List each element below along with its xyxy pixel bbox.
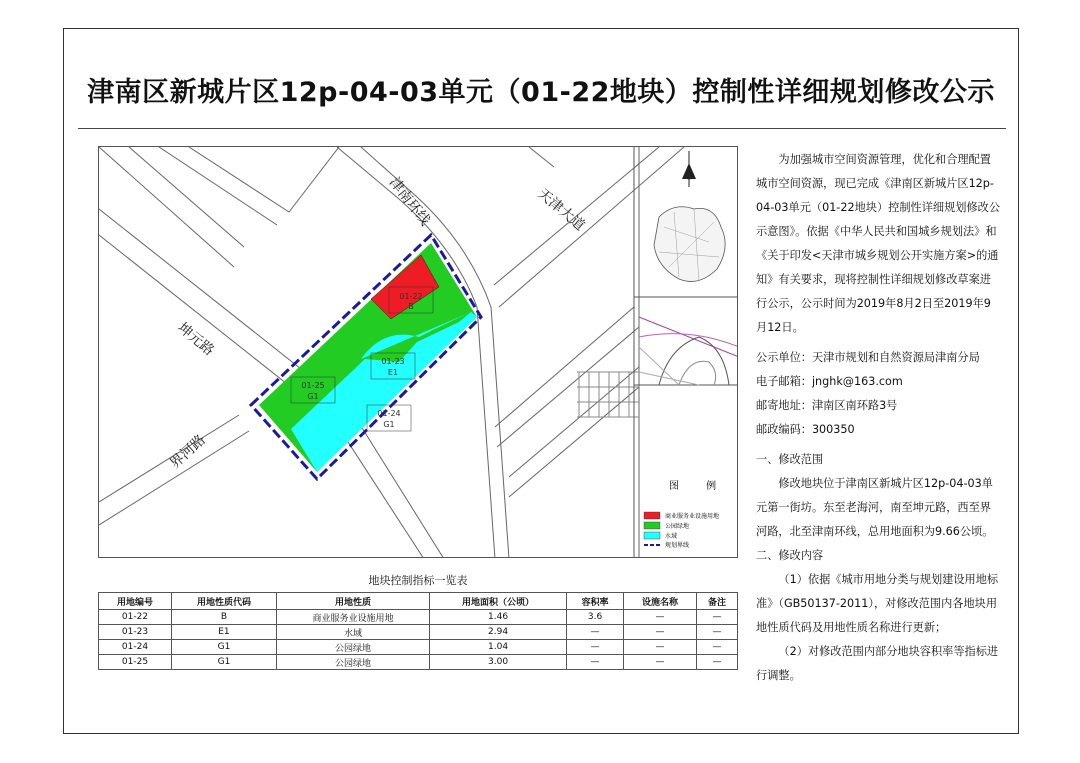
table-row — [99, 640, 738, 655]
legend-swatch-park — [644, 522, 660, 529]
rail-sleeper — [579, 372, 629, 417]
title-divider — [78, 128, 1006, 129]
table-header: 备注 — [696, 593, 737, 610]
table-header: 容积率 — [567, 593, 624, 610]
parcel-type-01-24: G1 — [383, 420, 395, 429]
north-arrow-icon — [682, 151, 696, 187]
parcel-type-01-25: G1 — [307, 392, 319, 401]
legend-label-park: 公园绿地 — [665, 523, 690, 530]
road-edge — [499, 147, 684, 307]
table-cell: B — [171, 610, 276, 625]
road-edge — [99, 147, 234, 267]
table-cell: — — [624, 610, 697, 625]
notice-email: 电子邮箱：jnghk@163.com — [756, 375, 903, 388]
table-cell: — — [696, 655, 737, 670]
parcel-type-01-23: E1 — [387, 368, 399, 377]
location-map-outline — [654, 207, 725, 282]
notice-intro: 为加强城市空间资源管理，优化和合理配置城市空间资源，现已完成《津南区新城片区12p-04-03单元（01-22地块）控制性详细规划修改公示意图》。依据《中华人民共和国城乡规划法》和《关于印发<天津市城乡规划公开实施方案>的通知》有关要求，现将控制性详细规划修改草案进行公示，公示时间为2019年8月2日至2019年9月12日。 — [756, 153, 1001, 334]
page-title: 津南区新城片区12p-04-03单元（01-22地块）控制性详细规划修改公示 — [87, 77, 995, 108]
road-label-jiehe: 界河路 — [166, 431, 209, 472]
table-cell: — — [624, 655, 697, 670]
notice-unit: 公示单位：天津市规划和自然资源局津南分局 — [756, 351, 980, 364]
table-header: 用地性质 — [276, 593, 429, 610]
table-cell: 水域 — [276, 625, 429, 640]
table-cell: E1 — [171, 625, 276, 640]
table-header: 用地编号 — [99, 593, 172, 610]
table-row — [99, 610, 738, 625]
road-edge — [529, 147, 554, 167]
table-header: 设施名称 — [624, 593, 697, 610]
table-cell: — — [567, 625, 624, 640]
legend-title: 图 例 — [669, 481, 729, 492]
road-edge — [129, 147, 244, 247]
parcel-code-01-23: 01-23 — [381, 357, 405, 366]
notice-panel — [756, 148, 1002, 688]
section1-body: 修改地块位于津南区新城片区12p-04-03单元第一街坊。东至老海河，南至坤元路，西至界河路，北至津南环线，总用地面积为9.66公顷。 — [756, 477, 994, 538]
table-cell: — — [567, 655, 624, 670]
table-cell: 3.6 — [567, 610, 624, 625]
table-cell: 商业服务业设施用地 — [276, 610, 429, 625]
notice-address: 邮寄地址：津南区南环路3号 — [756, 399, 898, 412]
table-cell: — — [696, 640, 737, 655]
road-label-kunyuan: 坤元路 — [174, 319, 217, 360]
table-cell: — — [624, 640, 697, 655]
table-cell: G1 — [171, 640, 276, 655]
section2-title: 二、修改内容 — [756, 549, 824, 562]
section1-title: 一、修改范围 — [756, 453, 824, 466]
legend-label-boundary: 规划界线 — [665, 542, 690, 549]
notice-postcode: 邮政编码：300350 — [756, 423, 855, 436]
parcel-index-table — [98, 592, 738, 670]
table-cell: — — [624, 625, 697, 640]
road-edge — [189, 147, 339, 212]
section2-item1: （1）依据《城市用地分类与规划建设用地标准》（GB50137-2011），对修改范围内各地块用地性质代码及用地性质名称进行更新； — [756, 573, 999, 634]
table-cell: 公园绿地 — [276, 655, 429, 670]
table-header: 用地面积（公顷） — [430, 593, 567, 610]
detail-inset-map — [639, 317, 738, 385]
table-cell: — — [696, 610, 737, 625]
parcel-code-01-25: 01-25 — [301, 381, 325, 390]
parcel-code-01-22: 01-22 — [399, 292, 423, 301]
table-cell: 1.04 — [430, 640, 567, 655]
section2-item2: （2）对修改范围内部分地块容积率等指标进行调整。 — [756, 645, 999, 682]
table-cell: 01-22 — [99, 610, 172, 625]
table-cell: 01-25 — [99, 655, 172, 670]
road-edge — [159, 147, 277, 225]
table-row — [99, 625, 738, 640]
map-canvas — [99, 147, 738, 558]
road-label-tianjin-avenue: 天津大道 — [534, 185, 588, 235]
parcel-type-01-22: B — [408, 302, 414, 311]
table-header: 用地性质代码 — [171, 593, 276, 610]
planning-map — [98, 146, 738, 558]
legend-swatch-water — [644, 532, 660, 539]
parcel-code-01-24: 01-24 — [377, 409, 401, 418]
table-cell: G1 — [171, 655, 276, 670]
table-header-row — [99, 593, 738, 610]
legend-label-water: 水域 — [665, 533, 678, 540]
table-cell: — — [696, 625, 737, 640]
road-label-jinnan-ring: 津南环线 — [385, 174, 433, 229]
table-cell: 公园绿地 — [276, 640, 429, 655]
legend-swatch-commercial — [644, 512, 660, 519]
road-edge — [99, 431, 249, 525]
table-cell: 01-23 — [99, 625, 172, 640]
table-cell: 1.46 — [430, 610, 567, 625]
table-title: 地块控制指标一览表 — [368, 574, 468, 587]
table-cell: 01-24 — [99, 640, 172, 655]
table-row — [99, 655, 738, 670]
table-cell: — — [567, 640, 624, 655]
table-cell: 3.00 — [430, 655, 567, 670]
legend-label-commercial: 商业服务业设施用地 — [665, 513, 720, 520]
table-cell: 2.94 — [430, 625, 567, 640]
